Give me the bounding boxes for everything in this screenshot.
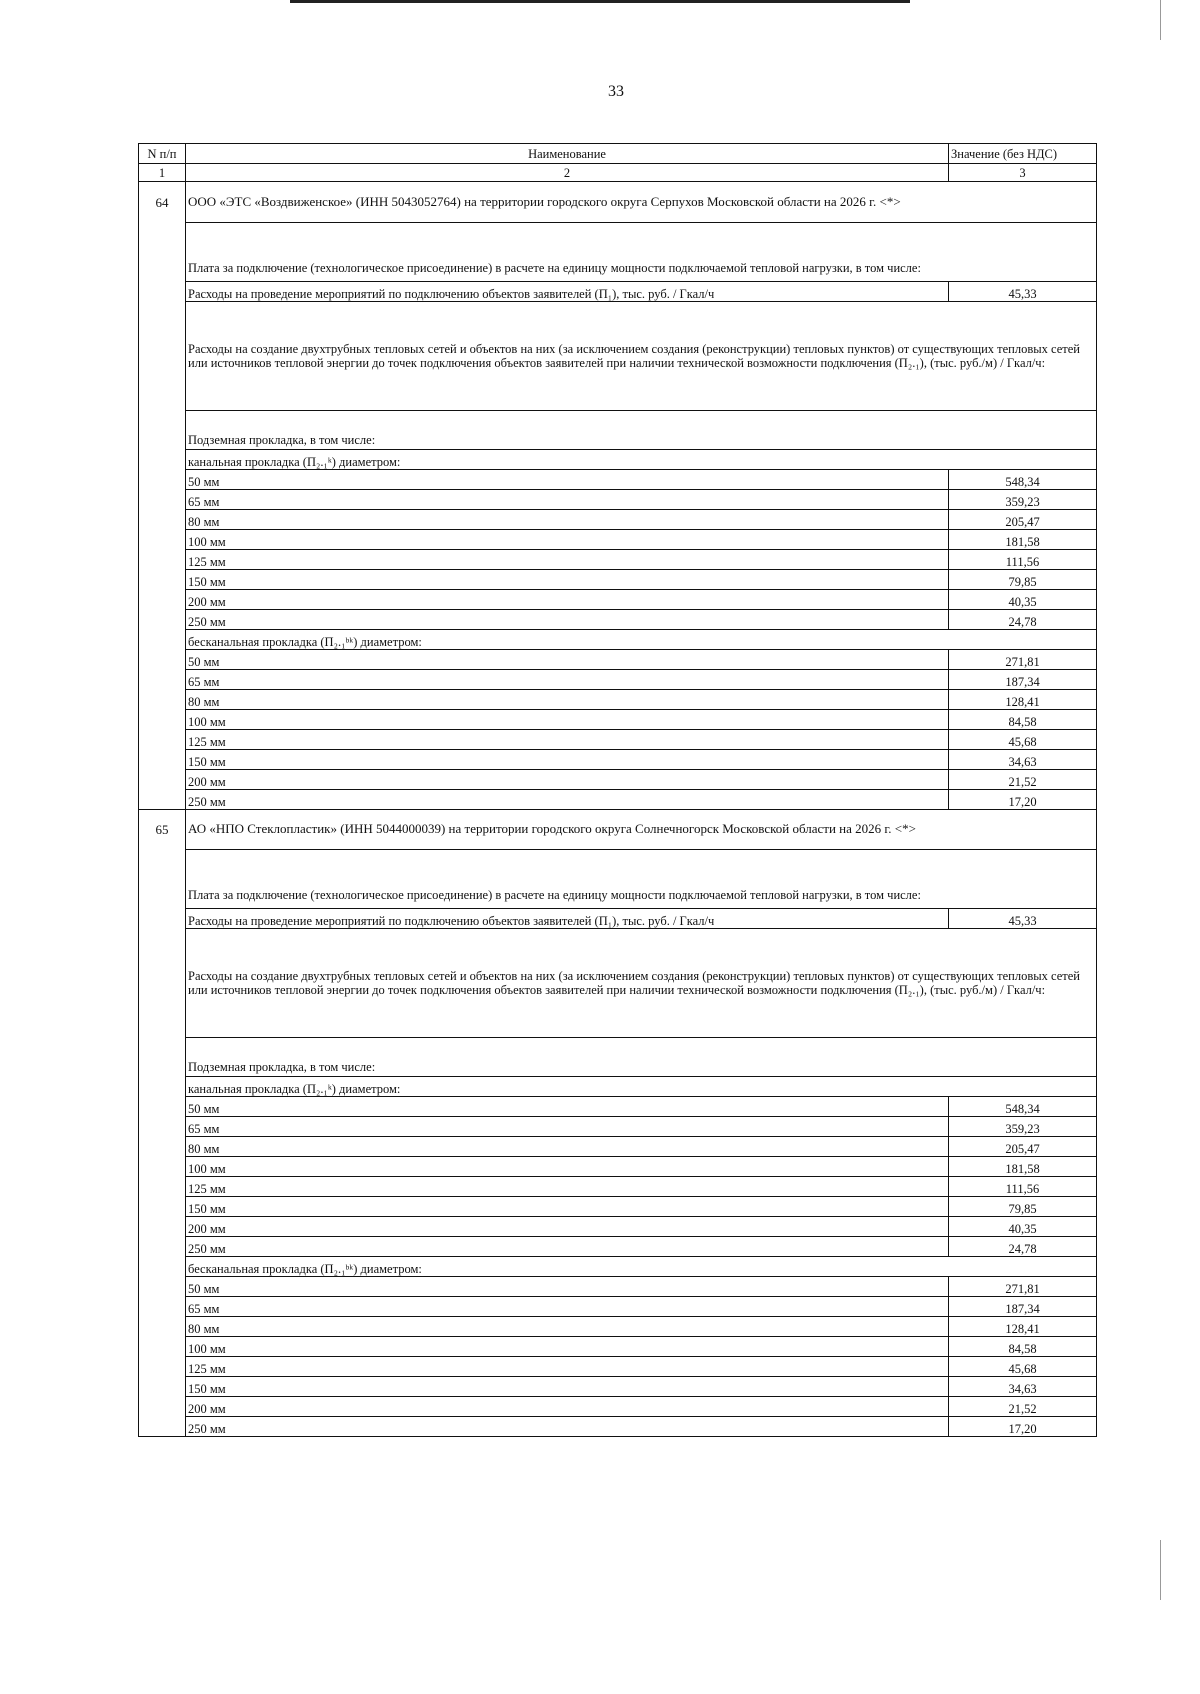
value-cell: 24,78 [949, 1237, 1097, 1257]
table-row [139, 1237, 1097, 1257]
table-row [139, 529, 1097, 549]
row-number-cell [139, 1337, 186, 1357]
row-number-cell [139, 549, 186, 569]
value-cell: 548,34 [949, 469, 1097, 489]
row-number-cell [139, 449, 186, 469]
row-number-cell [139, 1357, 186, 1377]
diameter-cell: 150 мм [186, 1377, 949, 1397]
channelless-label: бесканальная прокладка (П₂.₁ᵇᵏ) диаметром: [186, 629, 1097, 649]
table-row [139, 1197, 1097, 1217]
diameter-cell: 80 мм [186, 509, 949, 529]
diameter-cell: 150 мм [186, 749, 949, 769]
underground-row [139, 1038, 1097, 1077]
row-number-cell [139, 1137, 186, 1157]
row-number-cell [139, 1038, 186, 1077]
diameter-cell: 250 мм [186, 1237, 949, 1257]
row-number-cell [139, 1157, 186, 1177]
diameter-cell: 50 мм [186, 1277, 949, 1297]
diameter-cell: 100 мм [186, 709, 949, 729]
value-cell: 40,35 [949, 589, 1097, 609]
p1-value: 45,33 [949, 281, 1097, 301]
diameter-cell: 250 мм [186, 609, 949, 629]
diameter-cell: 80 мм [186, 1137, 949, 1157]
row-number: 64 [139, 182, 186, 223]
row-number-cell [139, 569, 186, 589]
value-cell: 205,47 [949, 509, 1097, 529]
row-number-cell [139, 909, 186, 929]
diameter-cell: 50 мм [186, 1097, 949, 1117]
value-cell: 34,63 [949, 749, 1097, 769]
row-number-cell [139, 769, 186, 789]
table-row [139, 709, 1097, 729]
diameter-cell: 100 мм [186, 1337, 949, 1357]
table-row [139, 1137, 1097, 1157]
value-cell: 181,58 [949, 1157, 1097, 1177]
diameter-cell: 125 мм [186, 549, 949, 569]
table-row [139, 589, 1097, 609]
channel-label-row [139, 449, 1097, 469]
row-number-cell [139, 529, 186, 549]
row-number-cell [139, 709, 186, 729]
row-number-cell [139, 649, 186, 669]
value-cell: 45,68 [949, 1357, 1097, 1377]
header-name: Наименование [186, 144, 949, 164]
diameter-cell: 65 мм [186, 1117, 949, 1137]
value-cell: 21,52 [949, 1397, 1097, 1417]
organization-name: АО «НПО Стеклопластик» (ИНН 5044000039) на территории городского округа Солнечногорск Московской области на 2026 г. <*> [186, 809, 1097, 850]
top-scan-rule [290, 0, 910, 3]
row-number-cell [139, 1077, 186, 1097]
tariff-table [138, 143, 1097, 1437]
table-row [139, 749, 1097, 769]
diameter-cell: 200 мм [186, 1397, 949, 1417]
underground-label: Подземная прокладка, в том числе: [186, 1038, 1097, 1077]
diameter-cell: 200 мм [186, 1217, 949, 1237]
value-cell: 271,81 [949, 1277, 1097, 1297]
row-number-cell [139, 669, 186, 689]
value-cell: 84,58 [949, 1337, 1097, 1357]
scan-edge-mark [1160, 0, 1161, 40]
table-row [139, 1337, 1097, 1357]
value-cell: 548,34 [949, 1097, 1097, 1117]
value-cell: 17,20 [949, 789, 1097, 809]
value-cell: 79,85 [949, 569, 1097, 589]
diameter-cell: 65 мм [186, 489, 949, 509]
value-cell: 271,81 [949, 649, 1097, 669]
p2-label: Расходы на создание двухтрубных тепловых сетей и объектов на них (за исключением создания (реконструкции) тепловых пунктов) от существующих тепловых сетей или источников тепловой энергии до точек подключения объектов заявителей при наличии технической возможности подключения (П₂.₁), (тыс. руб./м) / Гкал/ч: [186, 929, 1097, 1038]
value-cell: 45,68 [949, 729, 1097, 749]
diameter-cell: 50 мм [186, 649, 949, 669]
value-cell: 21,52 [949, 769, 1097, 789]
diameter-cell: 65 мм [186, 669, 949, 689]
diameter-cell: 200 мм [186, 769, 949, 789]
index-2: 2 [186, 164, 949, 182]
diameter-cell: 125 мм [186, 729, 949, 749]
row-number-cell [139, 629, 186, 649]
p1-row [139, 909, 1097, 929]
table-row [139, 469, 1097, 489]
row-number-cell [139, 729, 186, 749]
underground-label: Подземная прокладка, в том числе: [186, 410, 1097, 449]
underground-row [139, 410, 1097, 449]
table-row [139, 1317, 1097, 1337]
row-number-cell [139, 1237, 186, 1257]
value-cell: 128,41 [949, 1317, 1097, 1337]
table-row [139, 549, 1097, 569]
diameter-cell: 80 мм [186, 1317, 949, 1337]
channel-label: канальная прокладка (П₂.₁ᵏ) диаметром: [186, 1077, 1097, 1097]
diameter-cell: 250 мм [186, 789, 949, 809]
table-row [139, 1397, 1097, 1417]
table-row [139, 789, 1097, 809]
p1-row [139, 281, 1097, 301]
table-header-row [139, 144, 1097, 164]
diameter-cell: 250 мм [186, 1417, 949, 1437]
diameter-cell: 100 мм [186, 1157, 949, 1177]
row-number-cell [139, 689, 186, 709]
fee-intro-text: Плата за подключение (технологическое присоединение) в расчете на единицу мощности подключаемой тепловой нагрузки, в том числе: [186, 850, 1097, 909]
table-row [139, 1217, 1097, 1237]
value-cell: 359,23 [949, 1117, 1097, 1137]
table-row [139, 1377, 1097, 1397]
p1-label: Расходы на проведение мероприятий по подключению объектов заявителей (П₁), тыс. руб. / Гкал/ч [186, 909, 949, 929]
value-cell: 111,56 [949, 1177, 1097, 1197]
diameter-cell: 80 мм [186, 689, 949, 709]
row-number-cell [139, 1217, 186, 1237]
row-number-cell [139, 301, 186, 410]
organization-row [139, 182, 1097, 223]
value-cell: 359,23 [949, 489, 1097, 509]
diameter-cell: 65 мм [186, 1297, 949, 1317]
table-row [139, 1297, 1097, 1317]
row-number-cell [139, 281, 186, 301]
row-number: 65 [139, 809, 186, 850]
organization-name: ООО «ЭТС «Воздвиженское» (ИНН 5043052764) на территории городского округа Серпухов Московской области на 2026 г. <*> [186, 182, 1097, 223]
row-number-cell [139, 1177, 186, 1197]
p1-value: 45,33 [949, 909, 1097, 929]
value-cell: 34,63 [949, 1377, 1097, 1397]
fee-intro-row [139, 850, 1097, 909]
diameter-cell: 50 мм [186, 469, 949, 489]
diameter-cell: 100 мм [186, 529, 949, 549]
table-row [139, 569, 1097, 589]
value-cell: 40,35 [949, 1217, 1097, 1237]
organization-row [139, 809, 1097, 850]
row-number-cell [139, 410, 186, 449]
channelless-label: бесканальная прокладка (П₂.₁ᵇᵏ) диаметром: [186, 1257, 1097, 1277]
row-number-cell [139, 1277, 186, 1297]
table-row [139, 1157, 1097, 1177]
index-1: 1 [139, 164, 186, 182]
fee-intro-row [139, 222, 1097, 281]
channel-label-row [139, 1077, 1097, 1097]
table-row [139, 1277, 1097, 1297]
value-cell: 17,20 [949, 1417, 1097, 1437]
p2-row [139, 929, 1097, 1038]
table-row [139, 729, 1097, 749]
value-cell: 187,34 [949, 669, 1097, 689]
diameter-cell: 150 мм [186, 569, 949, 589]
table-row [139, 649, 1097, 669]
table-row [139, 1097, 1097, 1117]
value-cell: 111,56 [949, 549, 1097, 569]
channelless-label-row [139, 629, 1097, 649]
channelless-label-row [139, 1257, 1097, 1277]
value-cell: 128,41 [949, 689, 1097, 709]
row-number-cell [139, 1297, 186, 1317]
value-cell: 84,58 [949, 709, 1097, 729]
row-number-cell [139, 789, 186, 809]
table-row [139, 1357, 1097, 1377]
value-cell: 24,78 [949, 609, 1097, 629]
header-num: N п/п [139, 144, 186, 164]
row-number-cell [139, 469, 186, 489]
column-index-row [139, 164, 1097, 182]
table-row [139, 689, 1097, 709]
table-row [139, 509, 1097, 529]
diameter-cell: 150 мм [186, 1197, 949, 1217]
row-number-cell [139, 1197, 186, 1217]
value-cell: 205,47 [949, 1137, 1097, 1157]
p2-label: Расходы на создание двухтрубных тепловых сетей и объектов на них (за исключением создания (реконструкции) тепловых пунктов) от существующих тепловых сетей или источников тепловой энергии до точек подключения объектов заявителей при наличии технической возможности подключения (П₂.₁), (тыс. руб./м) / Гкал/ч: [186, 301, 1097, 410]
table-row [139, 489, 1097, 509]
value-cell: 79,85 [949, 1197, 1097, 1217]
table-row [139, 609, 1097, 629]
row-number-cell [139, 1257, 186, 1277]
row-number-cell [139, 489, 186, 509]
p2-row [139, 301, 1097, 410]
channel-label: канальная прокладка (П₂.₁ᵏ) диаметром: [186, 449, 1097, 469]
row-number-cell [139, 1417, 186, 1437]
header-value: Значение (без НДС) [949, 144, 1097, 164]
row-number-cell [139, 589, 186, 609]
row-number-cell [139, 1397, 186, 1417]
page-number: 33 [608, 83, 624, 100]
index-3: 3 [949, 164, 1097, 182]
table-row [139, 769, 1097, 789]
row-number-cell [139, 1117, 186, 1137]
row-number-cell [139, 749, 186, 769]
table-row [139, 1417, 1097, 1437]
row-number-cell [139, 509, 186, 529]
row-number-cell [139, 609, 186, 629]
table-row [139, 669, 1097, 689]
diameter-cell: 125 мм [186, 1177, 949, 1197]
p1-label: Расходы на проведение мероприятий по подключению объектов заявителей (П₁), тыс. руб. / Гкал/ч [186, 281, 949, 301]
fee-intro-text: Плата за подключение (технологическое присоединение) в расчете на единицу мощности подключаемой тепловой нагрузки, в том числе: [186, 222, 1097, 281]
row-number-cell [139, 1097, 186, 1117]
table-row [139, 1177, 1097, 1197]
row-number-cell [139, 222, 186, 281]
row-number-cell [139, 1317, 186, 1337]
value-cell: 181,58 [949, 529, 1097, 549]
table-row [139, 1117, 1097, 1137]
value-cell: 187,34 [949, 1297, 1097, 1317]
diameter-cell: 125 мм [186, 1357, 949, 1377]
diameter-cell: 200 мм [186, 589, 949, 609]
row-number-cell [139, 929, 186, 1038]
row-number-cell [139, 1377, 186, 1397]
row-number-cell [139, 850, 186, 909]
scan-edge-mark [1160, 1540, 1161, 1600]
